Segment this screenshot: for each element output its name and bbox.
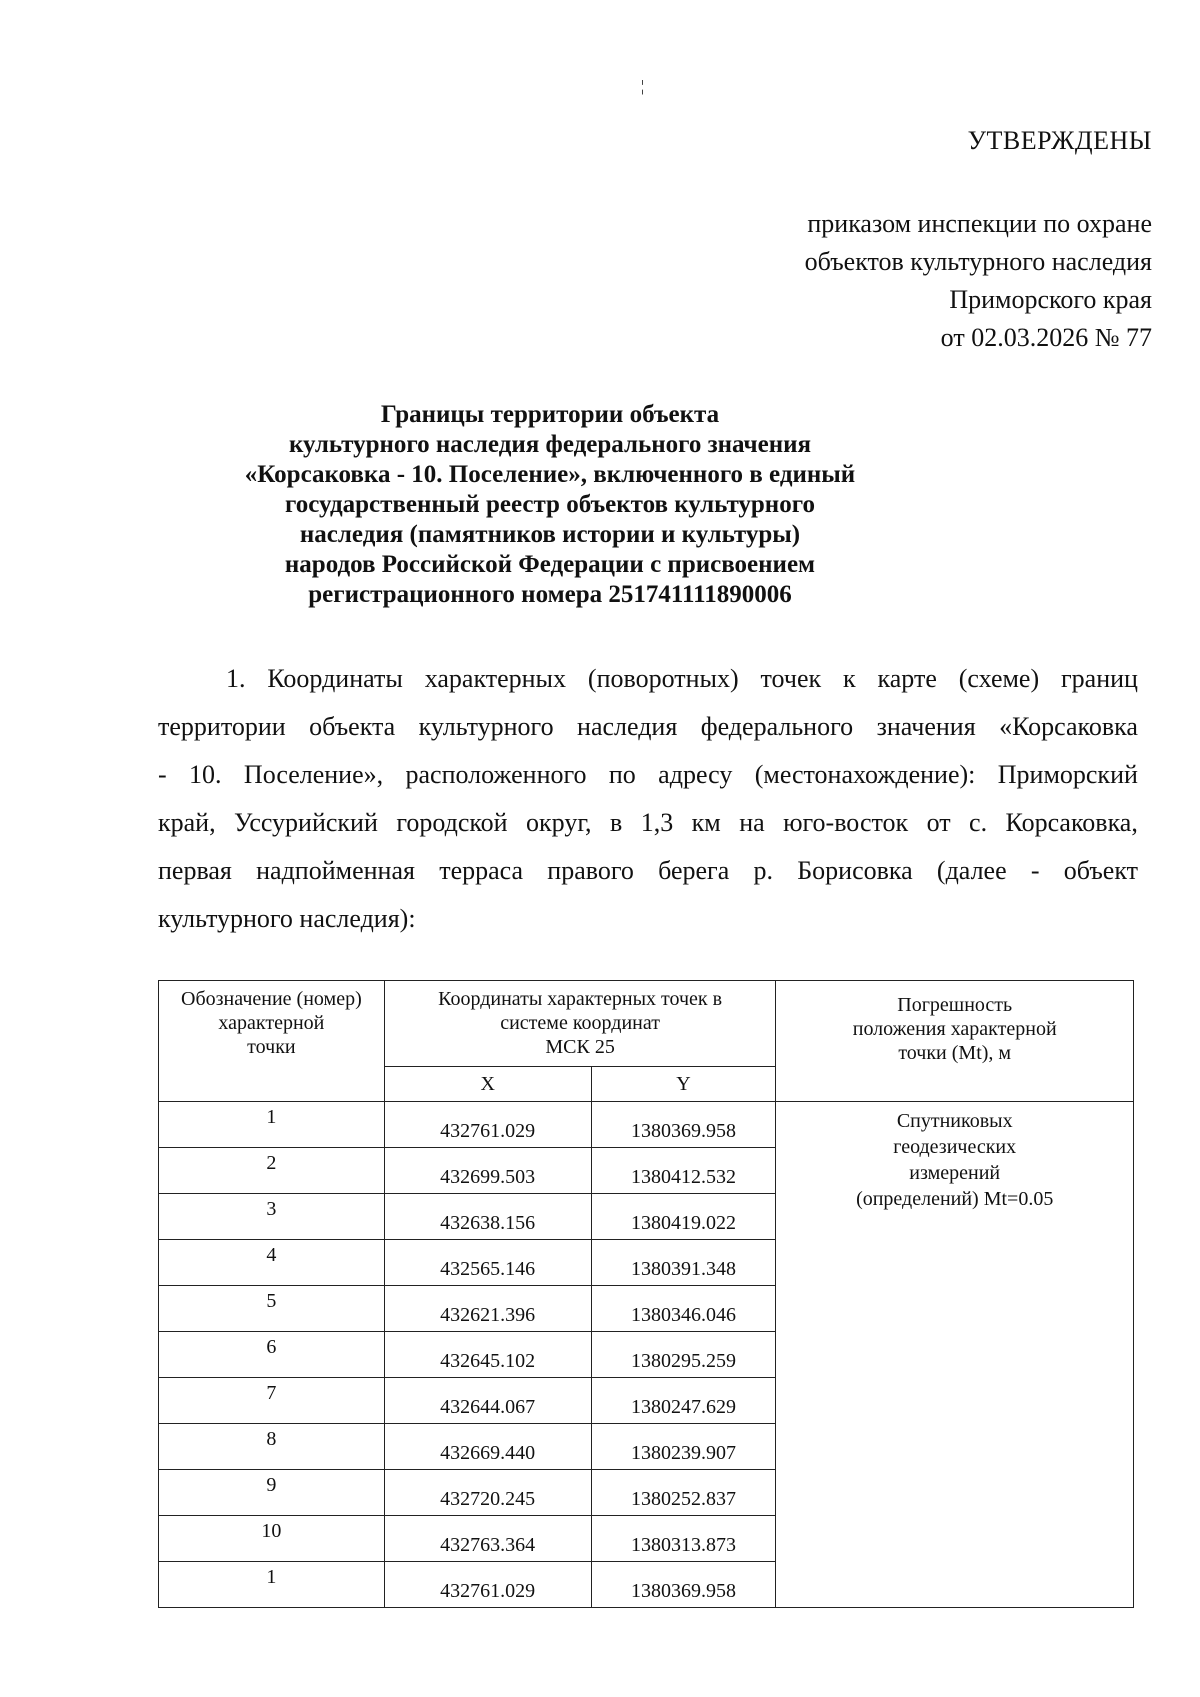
paragraph-line [158,703,1138,751]
point-number-cell: 1 [159,1562,385,1608]
y-coordinate-cell: 1380412.532 [591,1148,776,1194]
page-mark: ¦ [641,78,645,95]
paragraph-line: культурного наследия): [158,904,416,933]
x-coordinate-cell: 432761.029 [384,1562,591,1608]
word: терраса [439,856,524,885]
x-coordinate-cell: 432699.503 [384,1148,591,1194]
word: (далее [936,856,1007,885]
word: округ, [526,808,592,837]
y-coordinate-cell: 1380391.348 [591,1240,776,1286]
word: федерального [700,712,854,741]
word: правого [547,856,634,885]
word: - [1030,856,1040,885]
approval-line: от 02.03.2026 № 77 [940,323,1152,352]
x-coordinate-cell: 432763.364 [384,1516,591,1562]
document-title [150,400,950,610]
header-accuracy [776,981,1134,1102]
point-number-cell: 5 [159,1286,385,1332]
header-text: системе координат [500,1012,660,1034]
word: Координаты [267,664,403,693]
word: «Корсаковка [999,712,1138,741]
title-line: культурного наследия федерального значения [288,431,812,458]
word: (местонахождение): [754,760,976,789]
word: Борисовка [797,856,913,885]
word: объект [1063,856,1138,885]
approval-line: Приморского края [949,285,1152,314]
title-line: народов Российской Федерации с присвоением [284,551,816,578]
word: территории [158,712,286,741]
header-y: Y [591,1067,776,1102]
header-text: точки (Mt), м [898,1042,1012,1064]
y-coordinate-cell: 1380346.046 [591,1286,776,1332]
point-number-cell: 4 [159,1240,385,1286]
approval-line: объектов культурного наследия [804,247,1152,276]
word: Приморский [997,760,1138,789]
point-number-cell: 9 [159,1470,385,1516]
word: на [739,808,765,837]
header-text: точки [247,1036,296,1058]
word: наследия [577,712,678,741]
word: 1,3 [640,808,674,837]
y-coordinate-cell: 1380295.259 [591,1332,776,1378]
word: (схеме) [958,664,1040,693]
header-text: характерной [218,1012,325,1034]
x-coordinate-cell: 432669.440 [384,1424,591,1470]
word: городской [396,808,508,837]
point-number-cell: 2 [159,1148,385,1194]
word: км [691,808,721,837]
header-text: МСК 25 [545,1036,615,1058]
x-coordinate-cell: 432644.067 [384,1378,591,1424]
word: юго-восток [783,808,909,837]
paragraph-1 [158,655,1138,943]
word: значения [876,712,976,741]
accuracy-text: измерений [909,1162,1001,1184]
title-line: Границы территории объекта [380,401,720,428]
x-coordinate-cell: 432645.102 [384,1332,591,1378]
word: край, [158,808,216,837]
y-coordinate-cell: 1380369.958 [591,1102,776,1148]
header-text: положения характерной [852,1018,1057,1040]
y-coordinate-cell: 1380239.907 [591,1424,776,1470]
point-number-cell: 3 [159,1194,385,1240]
word: объекта [309,712,396,741]
accuracy-cell [776,1102,1134,1608]
x-coordinate-cell: 432720.245 [384,1470,591,1516]
paragraph-line [158,655,1138,703]
word: Корсаковка, [1005,808,1138,837]
title-line: регистрационного номера 251741111890006 [308,581,792,608]
point-number-cell: 7 [159,1378,385,1424]
point-number-cell: 1 [159,1102,385,1148]
word: берега [658,856,730,885]
word: к [843,664,856,693]
y-coordinate-cell: 1380369.958 [591,1562,776,1608]
word: границ [1061,664,1138,693]
word: в [610,808,623,837]
y-coordinate-cell: 1380419.022 [591,1194,776,1240]
word: культурного [418,712,554,741]
x-coordinate-cell: 432761.029 [384,1102,591,1148]
accuracy-text: геодезических [893,1136,1017,1158]
paragraph-line [158,751,1138,799]
table-row [159,1102,1134,1148]
title-line: наследия (памятников истории и культуры) [299,521,801,548]
x-coordinate-cell: 432638.156 [384,1194,591,1240]
word: характерных [424,664,567,693]
word: Поселение», [243,760,384,789]
approval-heading: УТВЕРЖДЕНЫ [967,126,1152,155]
word: 1. [226,664,246,693]
word: с. [969,808,988,837]
header-text: Координаты характерных точек в [438,988,723,1010]
word: 10. [189,760,222,789]
word: р. [753,856,773,885]
approval-line: приказом инспекции по охране [807,209,1152,238]
x-coordinate-cell: 432565.146 [384,1240,591,1286]
word: надпойменная [256,856,415,885]
word: по [608,760,636,789]
accuracy-text: Спутниковых [896,1110,1013,1132]
word: (поворотных) [587,664,739,693]
word: расположенного [405,760,587,789]
title-line: «Корсаковка - 10. Поселение», включенного в единый [244,461,856,488]
header-text: Погрешность [897,994,1013,1016]
word: адресу [658,760,733,789]
point-number-cell: 8 [159,1424,385,1470]
header-point-number [159,981,385,1102]
word: точек [760,664,822,693]
y-coordinate-cell: 1380313.873 [591,1516,776,1562]
word: первая [158,856,232,885]
word: Уссурийский [234,808,378,837]
word: - [158,760,167,789]
y-coordinate-cell: 1380252.837 [591,1470,776,1516]
y-coordinate-cell: 1380247.629 [591,1378,776,1424]
accuracy-text: (определений) Mt=0.05 [856,1188,1054,1210]
word: от [926,808,951,837]
header-text: Обозначение (номер) [181,988,362,1010]
approval-block [805,205,1152,357]
paragraph-line [158,799,1138,847]
paragraph-line [158,847,1138,895]
coordinates-table [158,980,1134,1608]
header-x: X [384,1067,591,1102]
point-number-cell: 6 [159,1332,385,1378]
x-coordinate-cell: 432621.396 [384,1286,591,1332]
word: карте [877,664,937,693]
point-number-cell: 10 [159,1516,385,1562]
title-line: государственный реестр объектов культурного [285,491,815,518]
header-coordinates [384,981,776,1067]
